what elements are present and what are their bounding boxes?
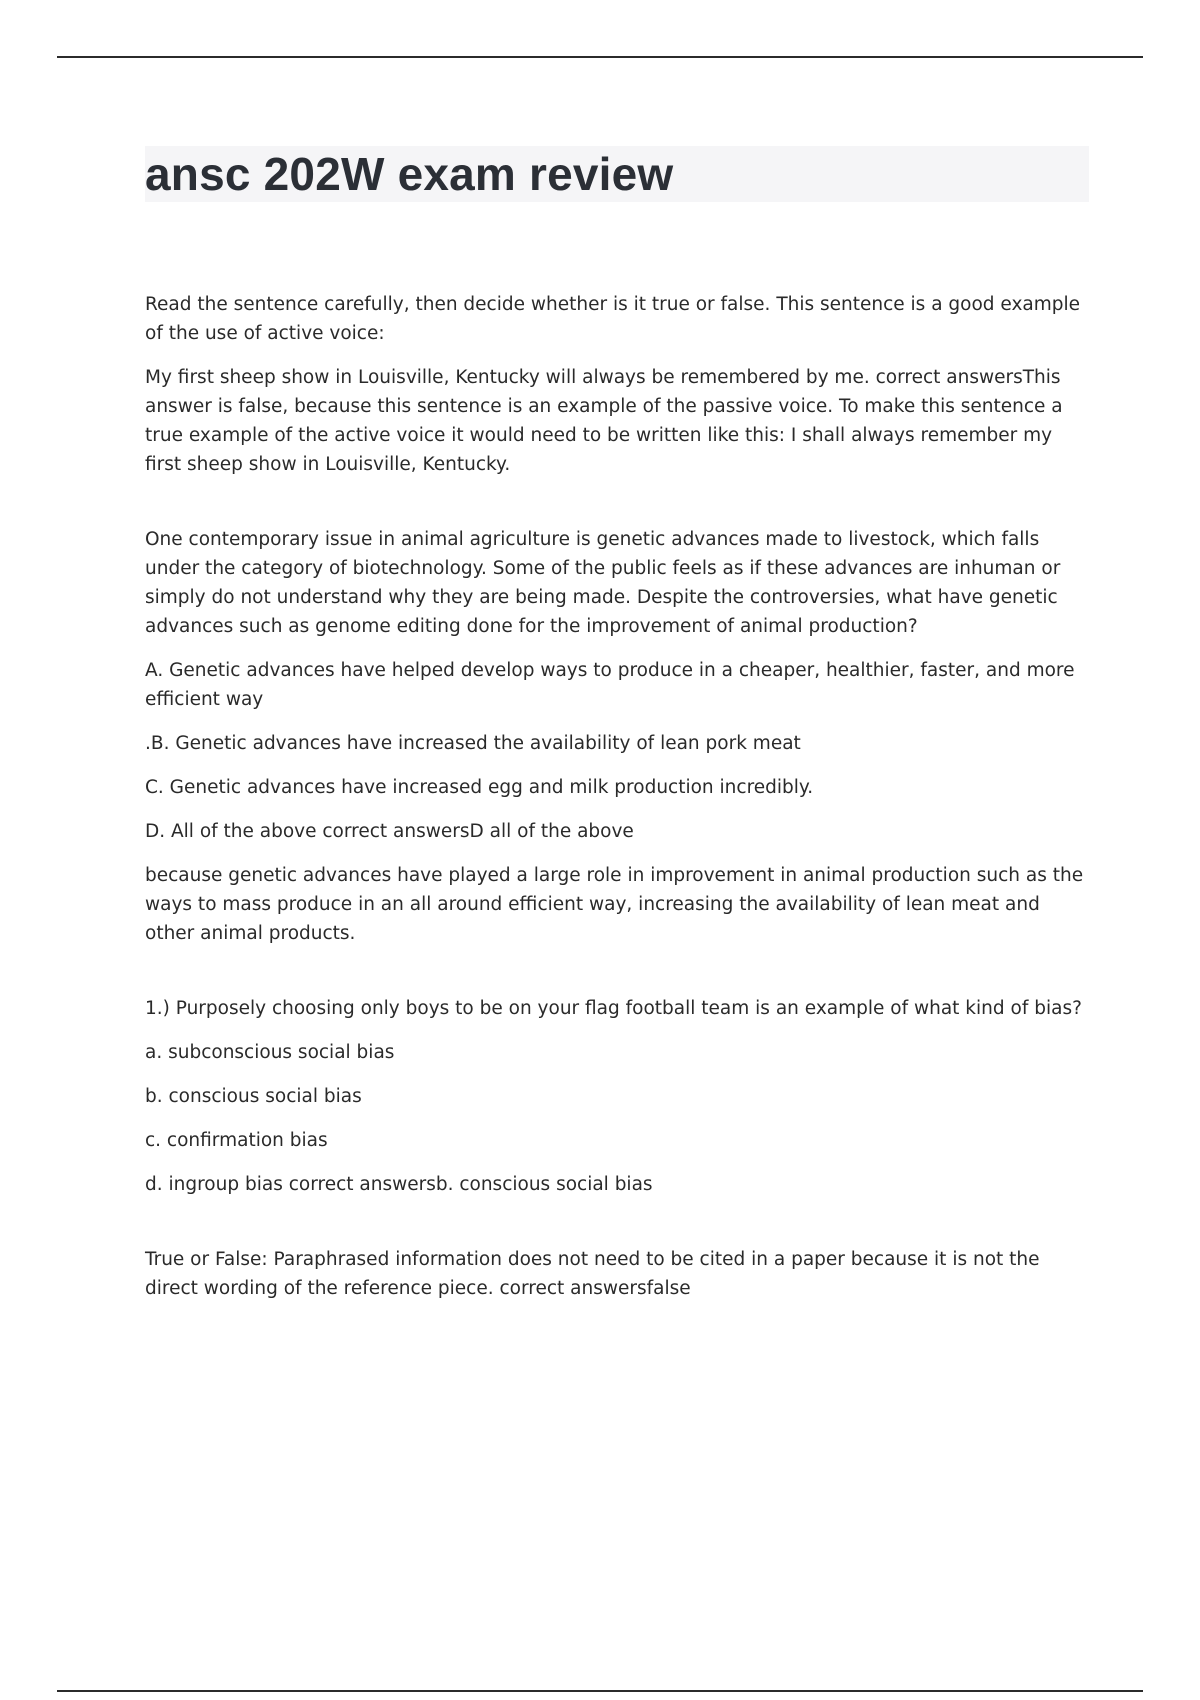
question-block-3 <box>145 994 1090 1199</box>
question-2-option-b: .B. Genetic advances have increased the availability of lean pork meat <box>145 733 801 754</box>
question-1-prompt: Read the sentence carefully, then decide whether is it true or false. This sentence is a good example of the use of active voice: <box>145 294 1081 344</box>
question-block-1 <box>145 290 1090 479</box>
bottom-rule <box>57 1690 1143 1692</box>
question-2-option-a: A. Genetic advances have helped develop ways to produce in a cheaper, healthier, faster, and more efficient way <box>145 660 1075 710</box>
question-4-prompt: True or False: Paraphrased information does not need to be cited in a paper because it is not the direct wording of the reference piece. correct answersfalse <box>145 1249 1040 1299</box>
document-body <box>145 290 1090 1349</box>
question-2-option-c: C. Genetic advances have increased egg and milk production incredibly. <box>145 777 814 798</box>
title-banner <box>145 146 1089 202</box>
question-3-option-d: d. ingroup bias correct answersb. conscious social bias <box>145 1174 653 1195</box>
question-2-explanation: because genetic advances have played a large role in improvement in animal production such as the ways to mass produce in an all around efficient way, increasing the availability of lean meat and other animal products. <box>145 865 1084 944</box>
question-1-answer: My first sheep show in Louisville, Kentucky will always be remembered by me. correct answersThis answer is false, because this sentence is an example of the passive voice. To make this sentence a true example of the active voice it would need to be written like this: I shall always remember my first sheep show in Louisville, Kentucky. <box>145 367 1063 475</box>
question-3-prompt: 1.) Purposely choosing only boys to be on your flag football team is an example of what kind of bias? <box>145 998 1082 1019</box>
document-title: ansc 202W exam review <box>145 148 674 200</box>
top-rule <box>57 56 1143 58</box>
question-block-4 <box>145 1245 1090 1303</box>
question-3-option-a: a. subconscious social bias <box>145 1042 395 1063</box>
question-3-option-c: c. confirmation bias <box>145 1130 328 1151</box>
question-2-option-d: D. All of the above correct answersD all of the above <box>145 821 634 842</box>
question-block-2 <box>145 525 1090 948</box>
question-2-prompt: One contemporary issue in animal agriculture is genetic advances made to livestock, which falls under the category of biotechnology. Some of the public feels as if these advances are inhuman or simply do not understand why they are being made. Despite the controversies, what have genetic advances such as genome editing done for the improvement of animal production? <box>145 529 1061 637</box>
question-3-option-b: b. conscious social bias <box>145 1086 362 1107</box>
